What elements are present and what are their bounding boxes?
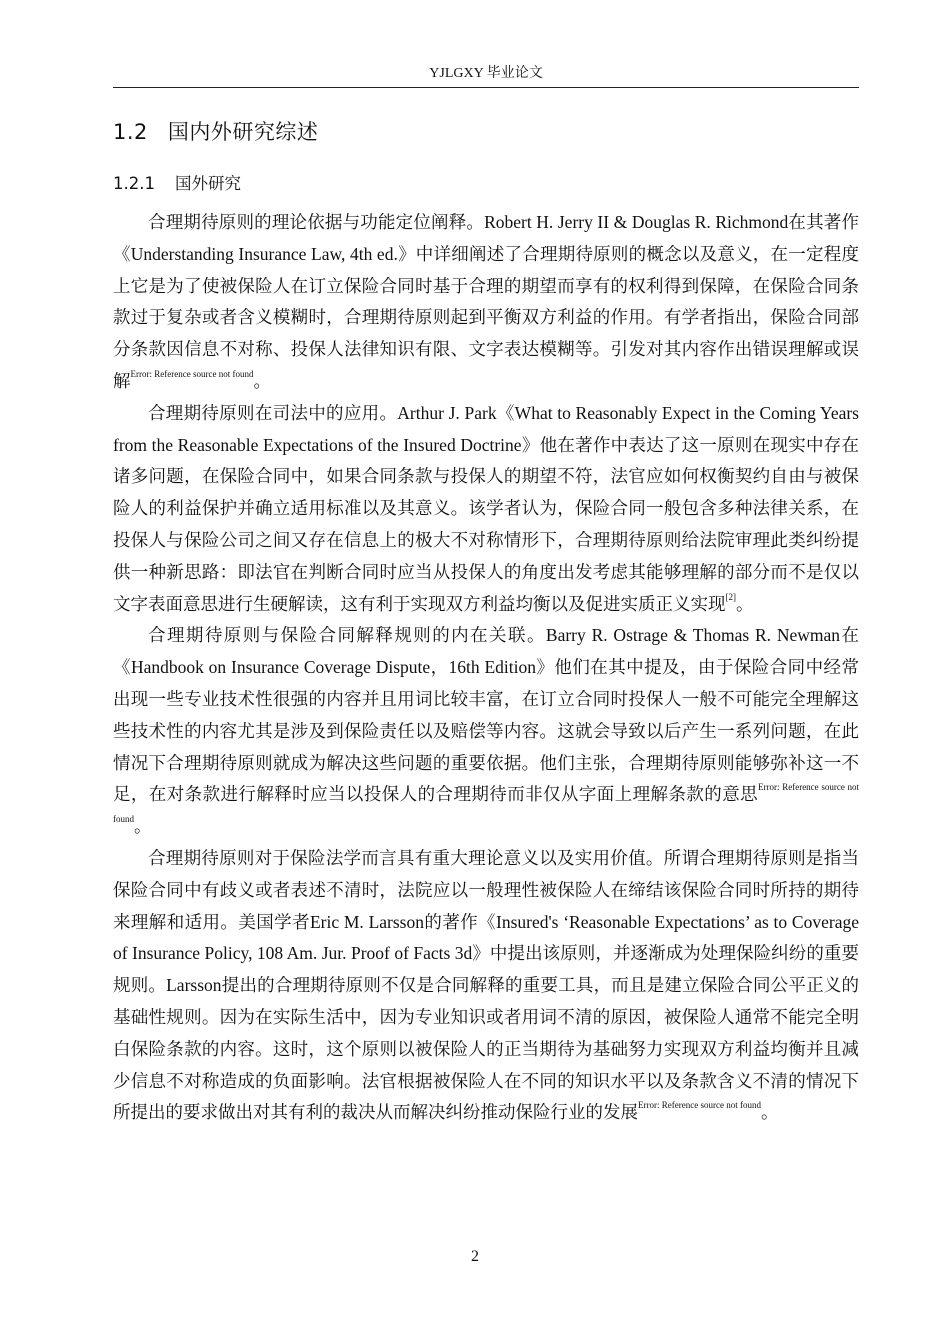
paragraph-text: 合理期待原则对于保险法学而言具有重大理论意义以及实用价值。所谓合理期待原则是指当保险合同中有歧义或者表述不清时，法院应以一般理性被保险人在缔结该保险合同时所持的期待来理解和适用。美国学者Eric M. Larsson的著作《Insured's ‘Reasonable Expectations’ as to Coverage of Insurance Policy, 108 Am. Jur. Proof of Facts 3d》中提出该原则，并逐渐成为处理保险纠纷的重要规则。Larsson提出的合理期待原则不仅是合同解释的重要工具，而且是建立保险合同公平正义的基础性规则。因为在实际生活中，因为专业知识或者用词不清的原因，被保险人通常不能完全明白保险条款的内容。这时，这个原则以被保险人的正当期待为基础努力实现双方利益均衡并且减少信息不对称造成的负面影响。法官根据被保险人在不同的知识水平以及条款含义不清的情况下所提出的要求做出对其有利的裁决从而解决纠纷推动保险行业的发展: [113, 847, 859, 1123]
citation-marker: Error: Reference source not found: [130, 368, 254, 379]
paragraph: [113, 207, 859, 398]
subsection-title: 国外研究: [174, 174, 241, 193]
paragraph: [113, 398, 859, 621]
paragraph-text: 合理期待原则的理论依据与功能定位阐释。Robert H. Jerry II & Douglas R. Richmond在其著作《Understanding Insurance Law, 4th ed.》中详细阐述了合理期待原则的概念以及意义，在一定程度上它是为了使被保险人在订立保险合同时基于合理的期望而享有的权利得到保障，在保险合同条款过于复杂或者含义模糊时，合理期待原则起到平衡双方利益的作用。有学者指出，保险合同部分条款因信息不对称、投保人法律知识有限、文字表达模糊等。引发对其内容作出错误理解或误解: [113, 212, 859, 391]
body-text: [113, 207, 859, 1129]
subsection-number: 1.2.1: [113, 174, 155, 193]
citation-marker: Error: Reference source not found: [638, 1100, 761, 1111]
paragraph-end: 。: [134, 816, 152, 837]
paragraph-end: 。: [253, 370, 271, 391]
citation-marker: [2]: [725, 591, 736, 602]
paragraph-end: 。: [736, 593, 754, 614]
paragraph-end: 。: [760, 1102, 779, 1123]
subsection-heading: [113, 170, 241, 194]
section-title: 国内外研究综述: [167, 120, 319, 144]
section-number: 1.2: [113, 120, 148, 144]
section-heading: [113, 116, 318, 146]
page-number: 2: [471, 1248, 479, 1265]
paragraph: [113, 620, 859, 843]
paragraph-text: 合理期待原则与保险合同解释规则的内在关联。Barry R. Ostrage & Thomas R. Newman在《Handbook on Insurance Coverage Dispute，16th Edition》他们在其中提及，由于保险合同中经常出现一些专业技术性很强的内容并且用词比较丰富，在订立合同时投保人一般不可能完全理解这些技术性的内容尤其是涉及到保险责任以及赔偿等内容。这就会导致以后产生一系列问题，在此情况下合理期待原则就成为解决这些问题的重要依据。他们主张，合理期待原则能够弥补这一不足，在对条款进行解释时应当以投保人的合理期待而非仅从字面上理解条款的意思: [113, 625, 859, 805]
paragraph: [113, 843, 859, 1129]
running-header: YJLGXY 毕业论文: [113, 62, 859, 88]
paragraph-text: 合理期待原则在司法中的应用。Arthur J. Park《What to Reasonably Expect in the Coming Years from the Reasonable Expectations of the Insured Doctrine》他在著作中表达了这一原则在现实中存在诸多问题，在保险合同中，如果合同条款与投保人的期望不符，法官应如何权衡契约自由与被保险人的利益保护并确立适用标准以及其意义。该学者认为，保险合同一般包含多种法律关系，在投保人与保险公司之间又存在信息上的极大不对称情形下，合理期待原则给法院审理此类纠纷提供一种新思路：即法官在判断合同时应当从投保人的角度出发考虑其能够理解的部分而不是仅以文字表面意思进行生硬解读，这有利于实现双方利益均衡以及促进实质正义实现: [113, 402, 859, 614]
citation-marker: Error: Reference source not found: [113, 782, 859, 825]
